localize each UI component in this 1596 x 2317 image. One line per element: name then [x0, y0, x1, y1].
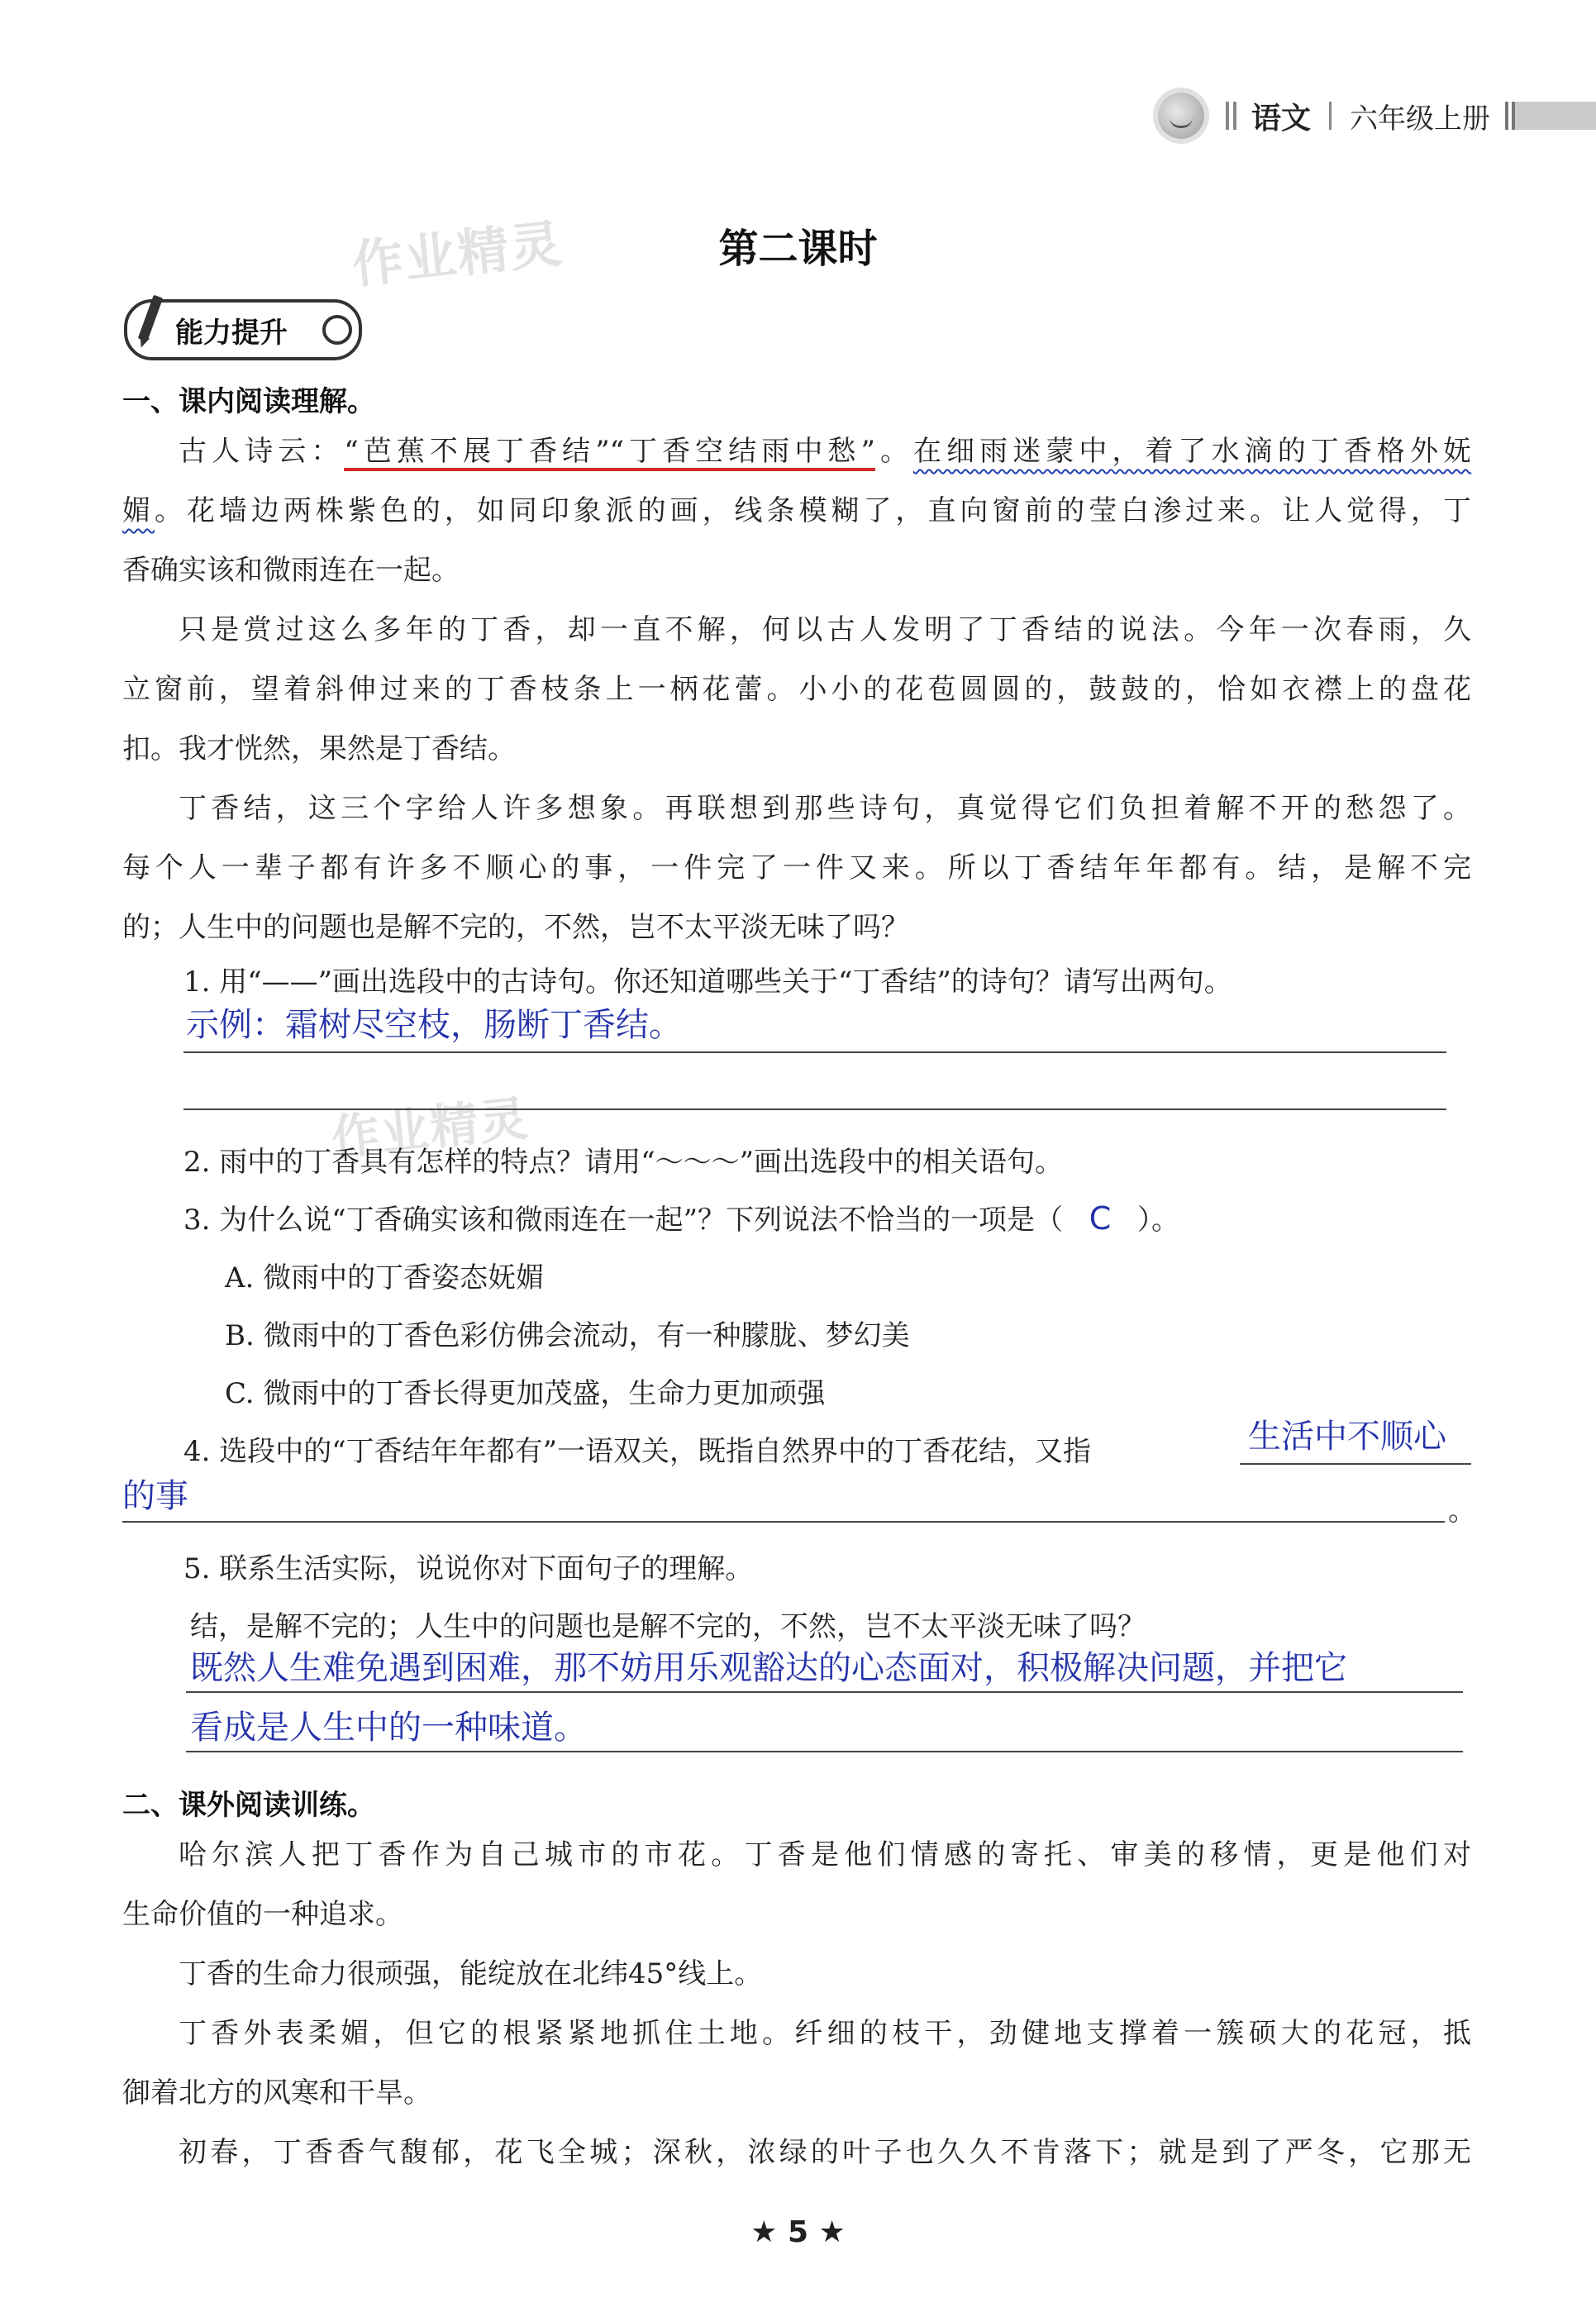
answer-3: C: [1089, 1200, 1112, 1237]
option-a: A. 微雨中的丁香姿态妩媚: [225, 1261, 545, 1294]
passage-line: 哈尔滨人把丁香作为自己城市的市花。丁香是他们情感的寄托、审美的移情，更是他们对: [179, 1838, 1471, 1871]
page-title: 第二课时: [718, 226, 878, 272]
text: 3. 为什么说“丁香确实该和微雨连在一起”？下列说法不恰当的一项是（: [183, 1204, 1064, 1237]
section-heading: 二、课外阅读训练。: [122, 1789, 375, 1822]
question-3: [183, 1197, 1179, 1237]
passage-line: 丁香结，这三个字给人许多想象。再联想到那些诗句，真觉得它们负担着解不开的愁怨了。: [179, 792, 1471, 825]
answer-line: [183, 1108, 1446, 1110]
answer-line: [186, 1691, 1463, 1693]
passage-line: [122, 422, 1471, 481]
divider-bars: [1226, 102, 1236, 130]
question-5: 5. 联系生活实际，说说你对下面句子的理解。: [183, 1552, 754, 1585]
period: 。: [1448, 1495, 1476, 1528]
watermark: 作业精灵: [349, 212, 566, 296]
red-underlined-poem: “芭蕉不展丁香结”“丁香空结雨中愁”: [344, 435, 875, 471]
answer-5-line2: 看成是人生中的一种味道。: [190, 1709, 587, 1747]
subject-label: 语文: [1251, 101, 1311, 136]
badge-label: 能力提升: [175, 316, 288, 350]
passage: [122, 422, 1471, 957]
answer-line: [183, 1051, 1446, 1053]
quoted-sentence: 结，是解不完的；人生中的问题也是解不完的，不然，岂不太平淡无味了吗？: [190, 1610, 1146, 1643]
passage-line: 立窗前，望着斜伸过来的丁香枝条上一柄花蕾。小小的花苞圆圆的，鼓鼓的，恰如衣襟上的盘花: [122, 673, 1471, 706]
page-header: [1158, 91, 1596, 141]
passage-line: 初春，丁香香气馥郁，花飞全城；深秋，浓绿的叶子也久久不肯落下；就是到了严冬，它那无: [179, 2136, 1471, 2169]
grade-label: 六年级上册: [1350, 102, 1490, 136]
wavy-underlined-text: 在细雨迷蒙中，着了水滴的丁香格外妩: [913, 435, 1472, 468]
sun-icon: [1158, 93, 1204, 139]
answer-4-part2: 的事: [122, 1477, 188, 1515]
question-4: 4. 选段中的“丁香结年年都有”一语双关，既指自然界中的丁香花结，又指: [183, 1435, 1092, 1468]
page-number: ★ 5 ★: [750, 2215, 846, 2249]
pencil-icon: [134, 295, 167, 353]
header-bar-decoration: [1505, 102, 1596, 130]
text: ）。: [1137, 1204, 1180, 1237]
watermark: 作业精灵: [328, 1089, 532, 1167]
answer-line: [1240, 1463, 1471, 1465]
passage-line: 每个人一辈子都有许多不顺心的事，一件完了一件又来。所以丁香结年年都有。结，是解不完: [122, 851, 1471, 884]
question-2: 2. 雨中的丁香具有怎样的特点？请用“～～～”画出选段中的相关语句。: [183, 1146, 1064, 1179]
answer-1: 示例：霜树尽空枝，肠断丁香结。: [186, 1006, 682, 1044]
section-badge: [124, 299, 362, 360]
option-b: B. 微雨中的丁香色彩仿佛会流动，有一种朦胧、梦幻美: [225, 1319, 910, 1352]
passage-line: 生命价值的一种追求。: [122, 1898, 403, 1931]
question-1: 1. 用“——”画出选段中的古诗句。你还知道哪些关于“丁香结”的诗句？请写出两句。: [183, 965, 1232, 999]
passage-line: 御着北方的风寒和干旱。: [122, 2076, 431, 2110]
answer-line: [186, 1751, 1463, 1752]
text: 。花墙边两株紫色的，如同印象派的画，线条模糊了，直向窗前的莹白渗过来。让人觉得，丁: [154, 494, 1472, 527]
passage: [122, 1825, 1471, 2182]
passage-line: 丁香外表柔媚，但它的根紧紧地抓住土地。纤细的枝干，劲健地支撑着一簇硕大的花冠，抵: [179, 2017, 1471, 2050]
section-heading: 一、课内阅读理解。: [122, 385, 375, 418]
passage-line: [122, 481, 1471, 541]
answer-4-part1: 生活中不顺心: [1248, 1418, 1446, 1456]
answer-5-line1: 既然人生难免遇到困难，那不妨用乐观豁达的心态面对，积极解决问题，并把它: [190, 1649, 1347, 1687]
option-c: C. 微雨中的丁香长得更加茂盛，生命力更加顽强: [225, 1377, 826, 1410]
passage-line: 丁香的生命力很顽强，能绽放在北纬45°线上。: [179, 1957, 763, 1990]
answer-line: [122, 1521, 1445, 1523]
header-divider: [1329, 102, 1332, 130]
passage-line: 扣。我才恍然，果然是丁香结。: [122, 732, 516, 765]
wavy-underlined-text: 媚: [122, 494, 155, 527]
passage-line: 只是赏过这么多年的丁香，却一直不解，何以古人发明了丁香结的说法。今年一次春雨，久: [179, 613, 1471, 646]
passage-line: 香确实该和微雨连在一起。: [122, 554, 460, 587]
text: 古人诗云：: [179, 435, 345, 468]
badge-knob-icon: [322, 315, 352, 345]
passage-line: 的；人生中的问题也是解不完的，不然，岂不太平淡无味了吗？: [122, 911, 909, 944]
text: 。: [874, 435, 914, 468]
